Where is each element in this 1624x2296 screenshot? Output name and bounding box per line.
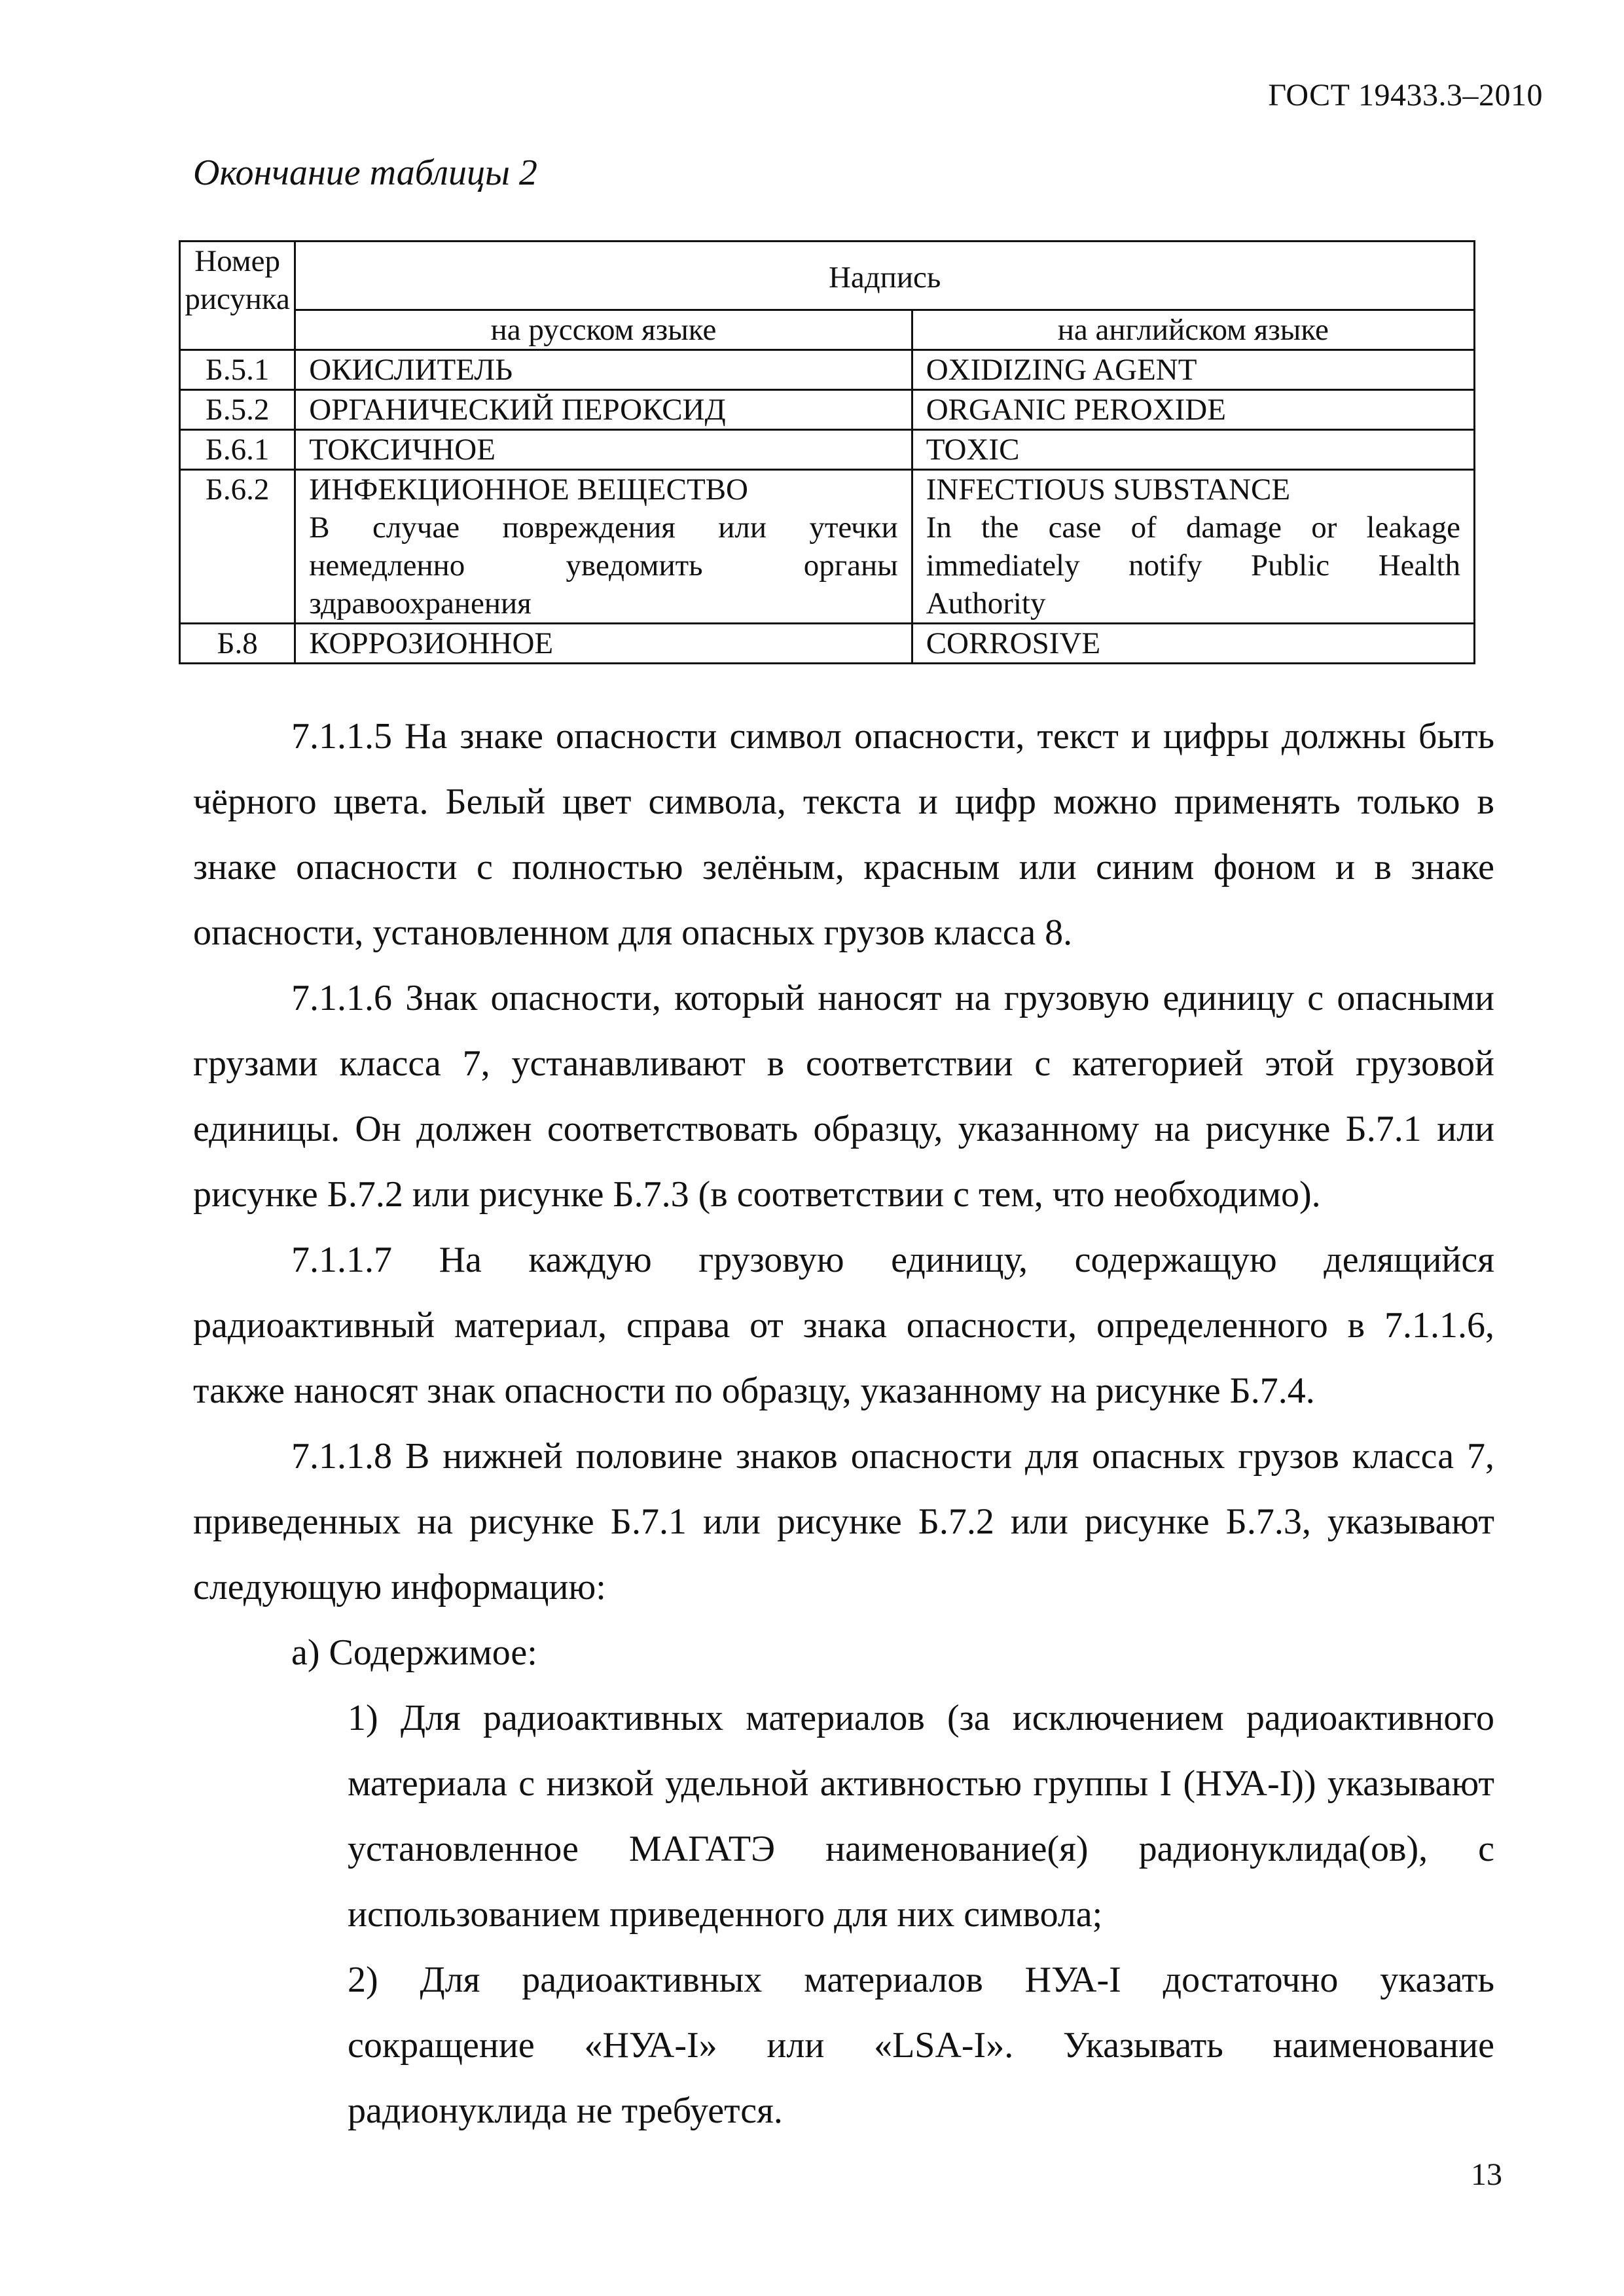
russian-cell xyxy=(295,470,912,624)
table-row xyxy=(180,350,1475,390)
table-header-row xyxy=(180,242,1475,310)
russian-cell: КОРРОЗИОННОЕ xyxy=(295,624,912,664)
header-figure-number: Номер рисунка xyxy=(180,242,295,350)
table-subheader-row xyxy=(180,310,1475,350)
russian-cell: ТОКСИЧНОЕ xyxy=(295,430,912,470)
figure-number-cell: Б.8 xyxy=(180,624,295,664)
standard-code: ГОСТ 19433.3–2010 xyxy=(1268,78,1543,113)
english-cell: CORROSIVE xyxy=(912,624,1474,664)
page-number: 13 xyxy=(1471,2157,1502,2192)
russian-cell: ОРГАНИЧЕСКИЙ ПЕРОКСИД xyxy=(295,390,912,430)
inscription-table xyxy=(179,240,1475,664)
header-english: на английском языке xyxy=(912,310,1474,350)
list-item-2: 2) Для радиоактивных материалов НУА-I достаточно указать сокращение «НУА-I» или «LSA-I». Указывать наименование радионуклида не требуется. xyxy=(348,1960,1494,2131)
paragraph-7-1-1-7: 7.1.1.7 На каждую грузовую единицу, содержащую делящийся радиоактивный материал, справа от знака опасности, определенного в 7.1.1.6, также наносят знак опасности по образцу, указанному на рисунке Б.7.4. xyxy=(193,1240,1494,1411)
table-row xyxy=(180,470,1475,624)
paragraph-7-1-1-6: 7.1.1.6 Знак опасности, который наносят на грузовую единицу с опасными грузами класса 7, устанавливают в соответствии с категорией этой грузовой единицы. Он должен соответствовать образцу, указанному на рисунке Б.7.1 или рисунке Б.7.2 или рисунке Б.7.3 (в соответствии с тем, что необходимо). xyxy=(193,978,1494,1215)
russian-cell: ОКИСЛИТЕЛЬ xyxy=(295,350,912,390)
paragraph-7-1-1-5: 7.1.1.5 На знаке опасности символ опасности, текст и цифры должны быть чёрного цвета. Белый цвет символа, текста и цифр можно применять только в знаке опасности с полностью зелёным, красным или синим фоном и в знаке опасности, установленном для опасных грузов класса 8. xyxy=(193,716,1494,953)
english-cell: ORGANIC PEROXIDE xyxy=(912,390,1474,430)
table-row xyxy=(180,624,1475,664)
english-cell xyxy=(912,470,1474,624)
russian-cell-title: ИНФЕКЦИОННОЕ ВЕЩЕСТВО xyxy=(309,473,748,507)
english-cell: TOXIC xyxy=(912,430,1474,470)
figure-number-cell: Б.6.1 xyxy=(180,430,295,470)
body-text xyxy=(193,704,1494,2144)
header-russian: на русском языке xyxy=(295,310,912,350)
table-caption: Окончание таблицы 2 xyxy=(193,152,537,193)
table-row xyxy=(180,430,1475,470)
list-item-a: а) Содержимое: xyxy=(291,1632,537,1673)
english-cell: OXIDIZING AGENT xyxy=(912,350,1474,390)
figure-number-cell: Б.5.1 xyxy=(180,350,295,390)
table-row xyxy=(180,390,1475,430)
russian-cell-note: В случае повреждения или утечки немедленно уведомить органы здравоохранения xyxy=(309,511,898,620)
header-inscription: Надпись xyxy=(295,242,1475,310)
figure-number-cell: Б.5.2 xyxy=(180,390,295,430)
english-cell-note: In the case of damage or leakage immediately notify Public Health Authority xyxy=(926,511,1460,620)
english-cell-title: INFECTIOUS SUBSTANCE xyxy=(926,473,1291,507)
list-item-1: 1) Для радиоактивных материалов (за исключением радиоактивного материала с низкой удельной активностью группы I (НУА-I)) указывают установленное МАГАТЭ наименование(я) радионуклида(ов), с использованием приведенного для них символа; xyxy=(348,1698,1494,1935)
paragraph-7-1-1-8: 7.1.1.8 В нижней половине знаков опасности для опасных грузов класса 7, приведенных на рисунке Б.7.1 или рисунке Б.7.2 или рисунке Б.7.3, указывают следующую информацию: xyxy=(193,1436,1494,1607)
figure-number-cell: Б.6.2 xyxy=(180,470,295,624)
